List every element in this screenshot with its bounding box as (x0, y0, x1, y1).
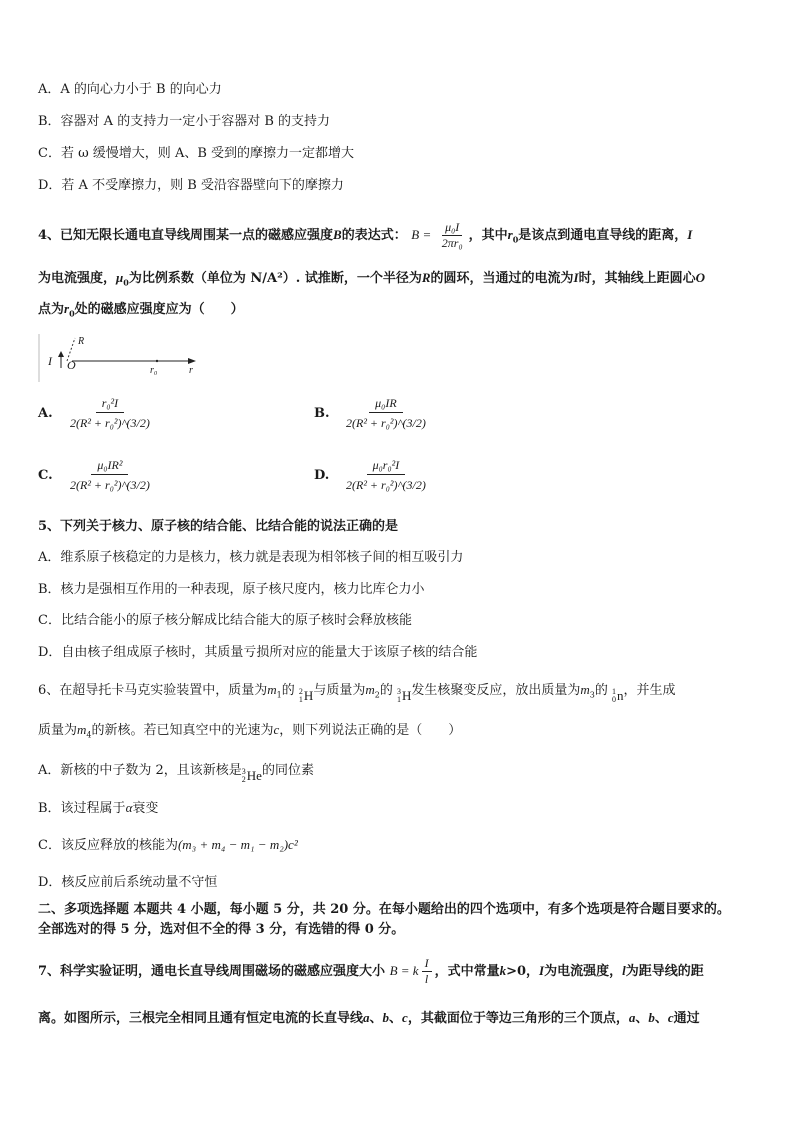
q4-option-d: D. $\frac{\text{μ₀r₀²I}}{\text{2(R² + r₀²)\textasciicircum{}(3/2)}}$ (314, 456, 430, 495)
q6-neutron-nuclide: 1 0 n (612, 687, 624, 704)
q4-figure-label-axis-r: r (189, 365, 193, 376)
q5-option-c: C．比结合能小的原子核分解成比结合能大的原子核时会释放核能 (38, 613, 412, 628)
q4-option-c-fraction: $\frac{\text{μ₀IR²}}{\text{2(R² + r₀²)\textasciicircum{}(3/2)}}$ (70, 458, 150, 492)
q4-option-d-fraction: $\frac{\text{μ₀r₀²I}}{\text{2(R² + r₀²)\textasciicircum{}(3/2)}}$ (346, 458, 426, 492)
q6-option-c: C．该反应释放的核能为(m₃ + m₄ − m₁ − m₂)c² (38, 837, 298, 853)
section2-instructions-line-1: 二、多项选择题 本题共 4 小题，每小题 5 分，共 20 分。在每小题给出的四个选项中，有多个选项是符合题目要求的。 (38, 902, 730, 917)
q6-stem-line-1: 6、在超导托卡马克实验装置中，质量为$m_1$的 2 1 H 与质量为$m_2$的 3 1 H 发生核聚变反应，放出质量为$m_3$的 1 0 n ，并生成 (38, 678, 758, 708)
q4-option-b: B. $\frac{\text{μ₀IR}}{\text{2(R² + r₀²)\textasciicircum{}(3/2)}}$ (314, 394, 430, 433)
q4-option-c: C. $\frac{\text{μ₀IR²}}{\text{2(R² + r₀²)\textasciicircum{}(3/2)}}$ (38, 456, 154, 495)
q4-option-b-fraction: $\frac{\text{μ₀IR}}{\text{2(R² + r₀²)\textasciicircum{}(3/2)}}$ (346, 396, 426, 430)
q5-option-d: D．自由核子组成原子核时，其质量亏损所对应的能量大于该原子核的结合能 (38, 645, 478, 660)
q4-figure-label-i: I (48, 354, 52, 368)
q4-formula-lhs: B = (411, 227, 432, 242)
q3-option-b: B．容器对 A 的支持力一定小于容器对 B 的支持力 (38, 114, 331, 129)
q4-ring-axis-figure (38, 332, 200, 384)
q7-stem-line-1: 7、科学实验证明，通电长直导线周围磁场的磁感应强度大小 B = k $\frac{I}{l}$ ，式中常量k>0，I为电流强度，l为距导线的距 (38, 956, 704, 986)
q6-helium-nuclide: 3 2 He (241, 767, 262, 784)
q3-option-d: D．若 A 不受摩擦力，则 B 受沿容器壁向下的摩擦力 (38, 178, 344, 193)
q3-option-c: C．若 ω 缓慢增大，则 A、B 受到的摩擦力一定都增大 (38, 146, 355, 161)
q3-option-a: A．A 的向心力小于 B 的向心力 (38, 82, 222, 97)
q4-option-a-fraction: $\frac{\text{r₀²I}}{\text{2(R² + r₀²)\textasciicircum{}(3/2)}}$ (70, 396, 150, 430)
q5-stem: 5、下列关于核力、原子核的结合能、比结合能的说法正确的是 (38, 519, 399, 534)
q4-stem-line-2: 为电流强度，$\mu_0$为比例系数（单位为 N/A²）. 试推断，一个半径为R的圆环，当通过的电流为I时，其轴线上距圆心O (38, 270, 705, 288)
q7-stem-line-2: 离。如图所示，三根完全相同且通有恒定电流的长直导线a、b、c，其截面位于等边三角形的三个顶点，a、b、c通过 (38, 1010, 700, 1026)
q5-option-b: B．核力是强相互作用的一种表现，原子核尺度内，核力比库仑力小 (38, 582, 425, 597)
section2-instructions-line-2: 全部选对的得 5 分，选对但不全的得 3 分，有选错的得 0 分。 (38, 922, 405, 937)
q4-figure-svg (38, 332, 200, 384)
q5-option-a: A．维系原子核稳定的力是核力，核力就是表现为相邻核子间的相互吸引力 (38, 550, 464, 565)
q4-stem-line-3: 点为$r_0$处的磁感应强度应为（ ） (38, 301, 244, 319)
q7-formula-fraction: $\frac{I}{l}$ (422, 956, 432, 987)
q6-option-a: A．新核的中子数为 2，且该新核是 3 2 He 的同位素 (38, 763, 314, 784)
q7-formula-lhs: B = k (389, 963, 419, 978)
q6-deuterium-nuclide: 2 1 H (298, 687, 314, 704)
q4-formula-fraction: $\frac{\text{μ₀I}}{\text{2πr₀}}$ (441, 220, 463, 250)
q6-tritium-nuclide: 3 1 H (396, 687, 412, 704)
q6-option-b: B．该过程属于α衰变 (38, 800, 159, 816)
q6-stem-line-2: 质量为$m_4$的新核。若已知真空中的光速为c，则下列说法正确的是（ ） (38, 722, 462, 740)
q4-figure-label-r: R (78, 336, 85, 347)
q4-figure-label-r0: r₀ (150, 365, 158, 376)
q6-energy-formula: (m₃ + m₄ − m₁ − m₂)c² (177, 837, 298, 852)
q4-figure-label-o: O (67, 358, 76, 372)
q4-option-a: A. $\frac{\text{r₀²I}}{\text{2(R² + r₀²)\textasciicircum{}(3/2)}}$ (38, 394, 154, 433)
q6-option-d: D．核反应前后系统动量不守恒 (38, 875, 218, 890)
q4-stem-line-1: 4、已知无限长通电直导线周围某一点的磁感应强度B的表达式： B = $\frac{\text{μ₀I}}{\text{2πr₀}}$ ，其中$r_0$是该点到通电直导线的距离，I (38, 220, 693, 250)
